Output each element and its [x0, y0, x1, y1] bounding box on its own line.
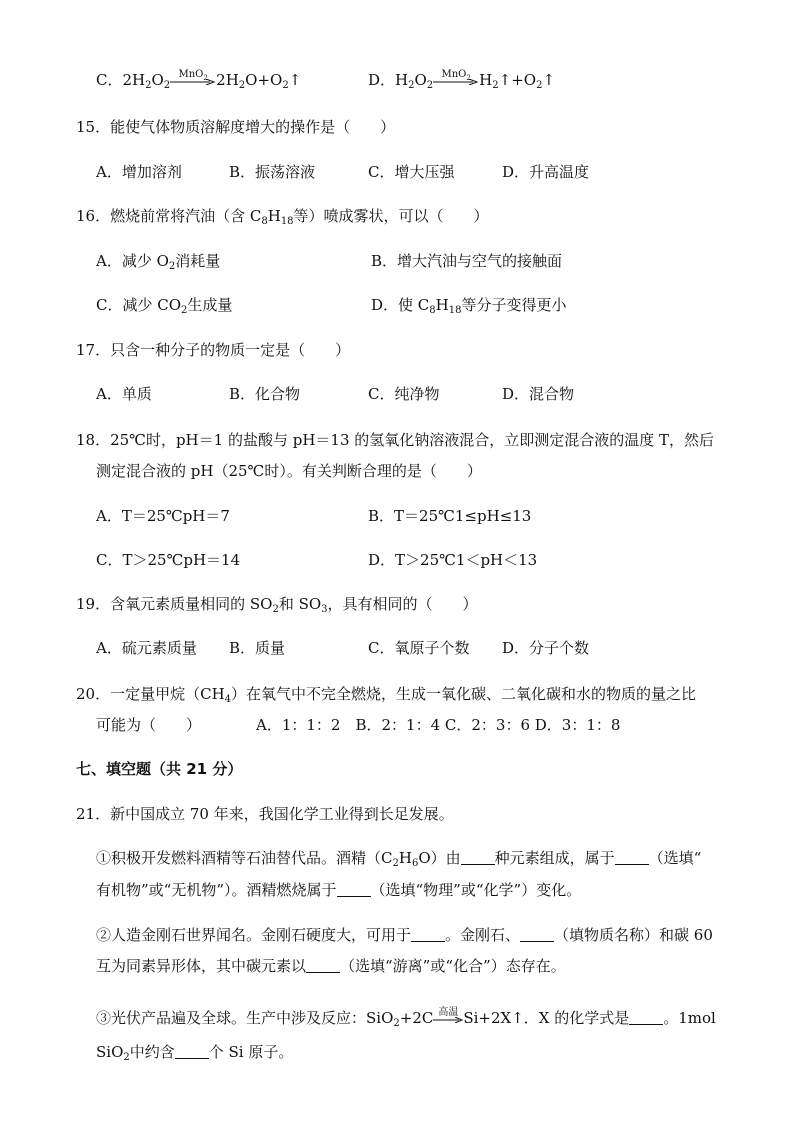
q16-option-b: B．增大汽油与空气的接触面 — [371, 252, 563, 270]
q14-option-d: D．$H_2O_2$ MnO$_2$ $H_2↑+O_2↑$ — [368, 69, 556, 91]
q17-option-b: B．化合物 — [229, 385, 301, 403]
q18-option-a: A．T＝25℃pH＝7 — [96, 507, 230, 525]
q18-stem-line1: 18．25℃时，pH＝1 的盐酸与 pH＝13 的氢氧化钠溶液混合，立即测定混合液的温度 T，然后 — [76, 431, 715, 449]
q15-option-c: C．增大压强 — [368, 163, 455, 181]
q15-stem: 15．能使气体物质溶解度增大的操作是（ ） — [76, 118, 396, 136]
answer-blank[interactable] — [175, 1043, 209, 1059]
q16-stem: 16．燃烧前常将汽油（含 $C_8H_{18}$等）喷成雾状，可以（ ） — [76, 207, 489, 227]
answer-blank[interactable] — [520, 926, 554, 942]
q15-option-b: B．振荡溶液 — [229, 163, 316, 181]
q17-option-d: D．混合物 — [502, 385, 575, 403]
q17-option-a: A．单质 — [96, 385, 152, 403]
q19-option-a: A．硫元素质量 — [96, 639, 197, 657]
q21-part1-line2: 有机物”或“无机物”）。酒精燃烧属于 （选填“物理”或“化学”）变化。 — [96, 881, 582, 899]
q18-option-d: D．T＞25℃1＜pH＜13 — [368, 551, 538, 569]
q19-option-c: C．氧原子个数 — [368, 639, 470, 657]
q20-stem: 20．一定量甲烷$(CH_4)$在氧气中不完全燃烧，生成一氧化碳、二氧化碳和水的物质的量之比 — [76, 685, 697, 705]
q21-stem: 21．新中国成立 70 年来，我国化学工业得到长足发展。 — [76, 805, 454, 823]
answer-blank[interactable] — [461, 849, 495, 865]
q16-option-a: A．减少 $O_2$消耗量 — [96, 252, 221, 272]
q17-stem: 17．只含一种分子的物质一定是（ ） — [76, 341, 351, 359]
q15-option-d: D．升高温度 — [502, 163, 590, 181]
answer-blank[interactable] — [337, 881, 371, 897]
section-title: 七、填空题（共 21 分） — [76, 760, 243, 778]
q17-option-c: C．纯净物 — [368, 385, 440, 403]
q16-option-c: C．减少 $CO_2$生成量 — [96, 296, 233, 316]
reaction-arrow: MnO$_2$ — [433, 71, 479, 89]
q15-option-a: A．增加溶剂 — [96, 163, 182, 181]
q19-stem: 19．含氧元素质量相同的 $SO_2$和 $SO_3$，具有相同的（ ） — [76, 595, 478, 615]
q16-option-d: D．使 $C_8H_{18}$等分子变得更小 — [371, 296, 567, 316]
answer-blank[interactable] — [615, 849, 649, 865]
q14-option-c: C．$2H_2O_2$ MnO$_2$ $2H_2O+O_2↑$ — [96, 69, 302, 91]
q21-part3-line1: ③光伏产品遍及全球。生产中涉及反应：SiO$_2$+2C 高温 Si+2X↑．X 的化学式是 。1mol — [96, 1007, 716, 1029]
q18-option-c: C．T＞25℃pH＝14 — [96, 551, 241, 569]
reaction-arrow: 高温 — [433, 1009, 463, 1027]
q21-part2-line1: ②人造金刚石世界闻名。金刚石硬度大，可用于 。金刚石、 （填物质名称）和碳 60 — [96, 926, 713, 944]
q18-stem-line2: 测定混合液的 pH（25℃时）。有关判断合理的是（ ） — [96, 462, 482, 480]
q19-option-d: D．分子个数 — [502, 639, 590, 657]
q20-line2: 可能为（ ） — [96, 716, 202, 734]
q21-part2-line2: 互为同素异形体，其中碳元素以 （选填“游离”或“化合”）态存在。 — [96, 957, 566, 975]
reaction-arrow: MnO$_2$ — [170, 71, 216, 89]
q21-part1-line1: ①积极开发燃料酒精等石油替代品。酒精$(C_2H_6O)$由 种元素组成，属于 （选填“ — [96, 849, 702, 869]
q19-option-b: B．质量 — [229, 639, 286, 657]
answer-blank[interactable] — [629, 1009, 663, 1025]
answer-blank[interactable] — [306, 957, 340, 973]
answer-blank[interactable] — [411, 926, 445, 942]
q18-option-b: B．T＝25℃1≤pH≤13 — [368, 507, 532, 525]
q21-part3-line2: SiO$_2$中约含 个 Si 原子。 — [96, 1043, 294, 1063]
q20-options: A．1：1：2 B．2：1：4 C．2：3：6 D．3：1：8 — [256, 716, 621, 734]
